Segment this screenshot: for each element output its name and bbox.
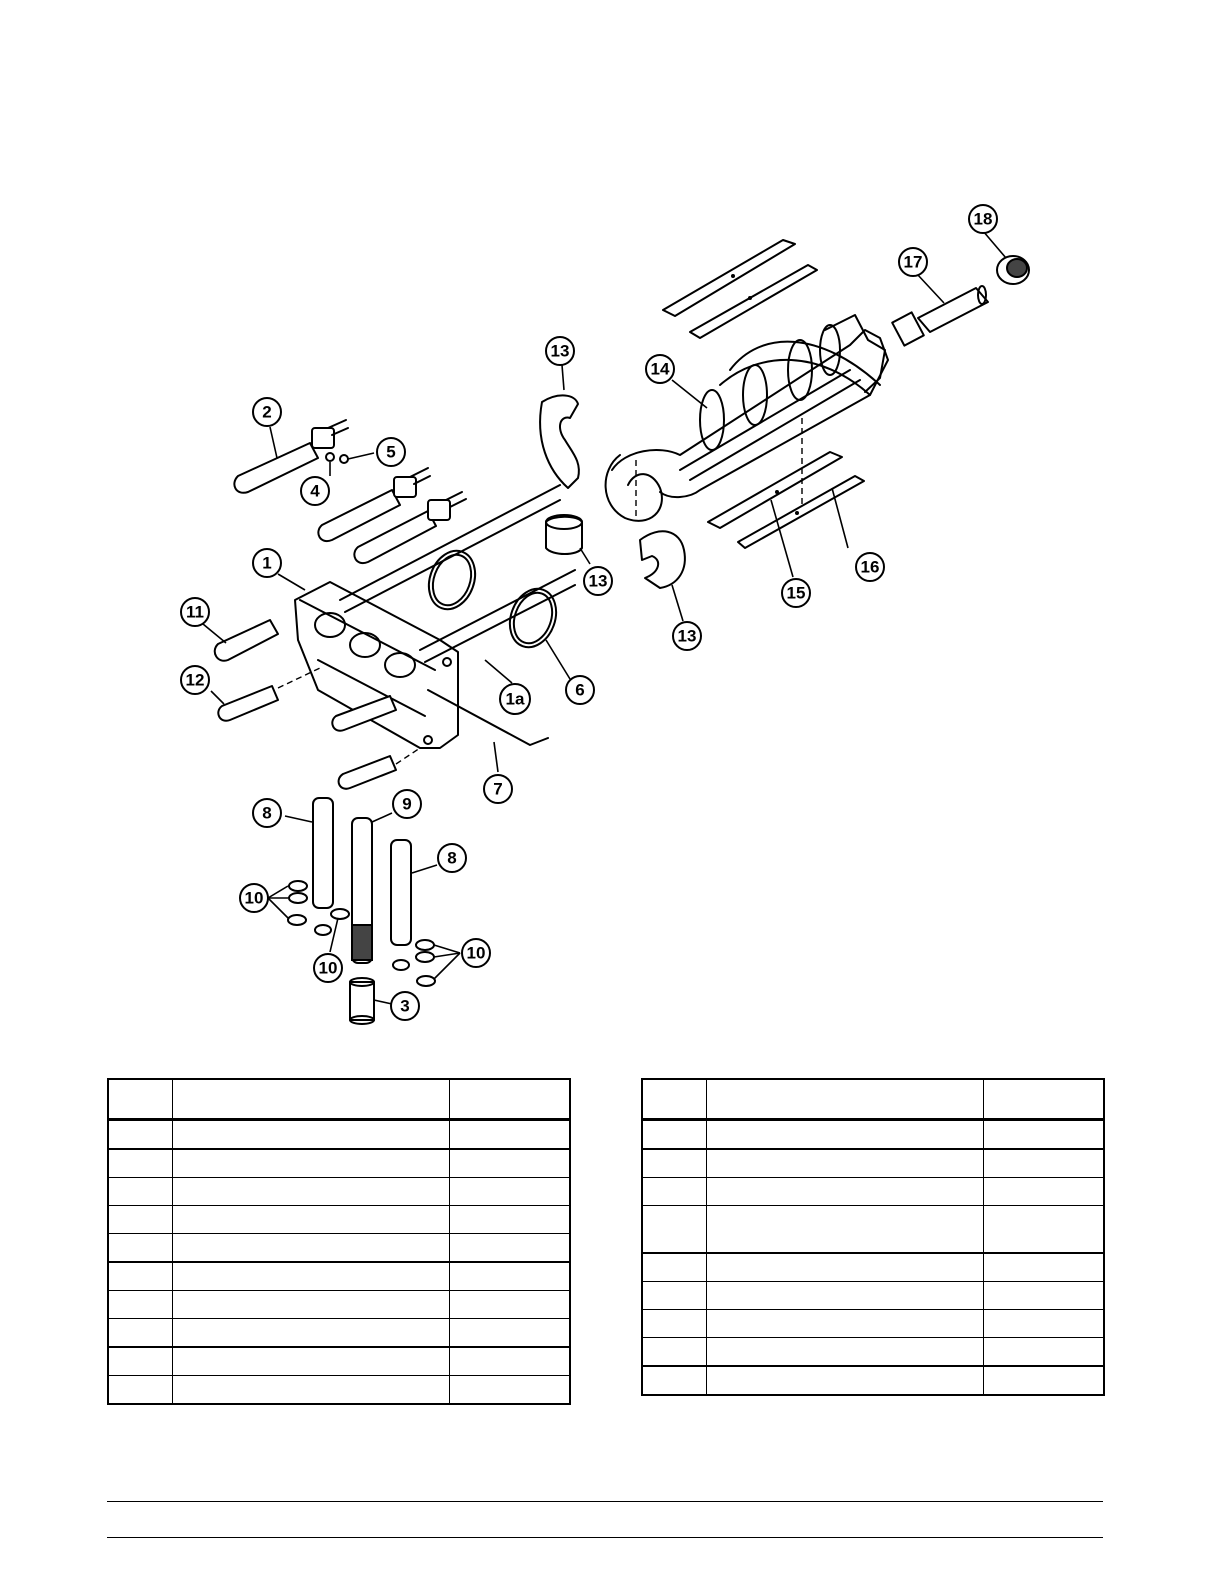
table-row	[108, 1319, 570, 1348]
header-item	[642, 1079, 706, 1120]
callout-label: 14	[650, 359, 670, 379]
callout-label: 15	[786, 583, 806, 603]
callout-label: 18	[973, 209, 993, 229]
cell-description	[706, 1120, 983, 1150]
callout-label: 13	[588, 571, 608, 591]
cell-part-number	[983, 1178, 1104, 1206]
cell-part-number	[449, 1376, 570, 1405]
table-row	[108, 1120, 570, 1150]
callout-label: 6	[575, 680, 585, 700]
cell-description	[172, 1262, 449, 1291]
cell-description	[172, 1291, 449, 1319]
callout-label: 10	[466, 943, 486, 963]
cell-part-number	[449, 1178, 570, 1206]
callout-13-bottom	[673, 622, 701, 650]
cell-item	[642, 1310, 706, 1338]
table-row	[642, 1149, 1104, 1178]
table-row	[642, 1282, 1104, 1310]
callout-label: 13	[677, 626, 697, 646]
cell-description	[172, 1234, 449, 1263]
table-row	[108, 1149, 570, 1178]
cell-description	[172, 1376, 449, 1405]
table-row	[642, 1120, 1104, 1150]
callout-11	[181, 598, 209, 626]
cell-item	[108, 1319, 172, 1348]
callout-7-right	[438, 844, 466, 872]
cell-description	[706, 1178, 983, 1206]
table-row	[642, 1366, 1104, 1395]
cell-description	[706, 1338, 983, 1367]
callout-8	[393, 790, 421, 818]
cell-part-number	[983, 1253, 1104, 1282]
cell-item	[642, 1178, 706, 1206]
table-row	[642, 1310, 1104, 1338]
callout-label: 10	[244, 888, 264, 908]
bearing	[997, 256, 1029, 284]
cell-item	[108, 1291, 172, 1319]
callout-17	[899, 248, 927, 276]
cell-item	[108, 1206, 172, 1234]
callout-12	[181, 666, 209, 694]
drive-shaft	[892, 286, 988, 346]
cell-item	[108, 1347, 172, 1376]
callout-label: 12	[185, 670, 205, 690]
callout-label: 1	[262, 553, 272, 573]
lower-scraper-blades	[636, 418, 864, 548]
cell-part-number	[983, 1206, 1104, 1254]
table-row	[108, 1376, 570, 1405]
callout-9-right	[462, 939, 490, 967]
callout-2	[253, 398, 281, 426]
callout-label: 8	[447, 848, 457, 868]
callout-label: 4	[310, 481, 320, 501]
table-row	[108, 1234, 570, 1263]
table-row	[108, 1262, 570, 1291]
cell-part-number	[983, 1120, 1104, 1150]
cell-item	[108, 1120, 172, 1150]
cell-part-number	[449, 1319, 570, 1348]
freezer-door	[295, 582, 458, 748]
cell-part-number	[449, 1234, 570, 1263]
callout-9-middle	[314, 954, 342, 982]
callout-label: 9	[402, 794, 412, 814]
footer-rule-bottom	[107, 1537, 1103, 1538]
table-row	[642, 1253, 1104, 1282]
callout-label: 17	[903, 252, 923, 272]
callout-5	[566, 676, 594, 704]
callout-16	[856, 553, 884, 581]
cell-part-number	[983, 1282, 1104, 1310]
draw-handles	[234, 420, 466, 563]
cell-part-number	[983, 1310, 1104, 1338]
table-header-row	[642, 1079, 1104, 1120]
cell-item	[642, 1120, 706, 1150]
table-row	[642, 1338, 1104, 1367]
callout-label: 1a	[505, 689, 525, 709]
callout-3	[301, 477, 329, 505]
header-item	[108, 1079, 172, 1120]
cell-item	[642, 1149, 706, 1178]
cell-description	[172, 1206, 449, 1234]
header-part-number	[449, 1079, 570, 1120]
cell-description	[706, 1310, 983, 1338]
cell-item	[642, 1206, 706, 1254]
callout-1a	[500, 684, 530, 714]
callout-label: 2	[262, 402, 272, 422]
cell-description	[706, 1282, 983, 1310]
callout-label: 5	[386, 442, 396, 462]
cell-description	[706, 1206, 983, 1254]
cell-item	[108, 1376, 172, 1405]
callout-label: 16	[860, 557, 880, 577]
front-bearing-shoes	[540, 395, 685, 588]
cell-description	[172, 1149, 449, 1178]
cell-part-number	[449, 1347, 570, 1376]
parts-table-left	[107, 1078, 571, 1405]
cell-description	[172, 1347, 449, 1376]
cell-part-number	[983, 1366, 1104, 1395]
cell-description	[706, 1366, 983, 1395]
header-part-number	[983, 1079, 1104, 1120]
callout-13-middle	[584, 567, 612, 595]
cell-description	[706, 1149, 983, 1178]
cell-part-number	[983, 1149, 1104, 1178]
callout-10	[391, 992, 419, 1020]
table-row	[108, 1291, 570, 1319]
table-row	[642, 1206, 1104, 1254]
cell-item	[642, 1366, 706, 1395]
callout-9-left	[240, 884, 268, 912]
cell-part-number	[449, 1262, 570, 1291]
cell-item	[108, 1178, 172, 1206]
cell-item	[642, 1253, 706, 1282]
cell-part-number	[449, 1149, 570, 1178]
header-description	[172, 1079, 449, 1120]
callout-label: 7	[493, 779, 503, 799]
cell-description	[172, 1178, 449, 1206]
header-description	[706, 1079, 983, 1120]
callout-1	[253, 549, 281, 577]
cell-part-number	[983, 1338, 1104, 1367]
cell-description	[706, 1253, 983, 1282]
cell-item	[642, 1338, 706, 1367]
cell-item	[108, 1149, 172, 1178]
callout-14	[646, 355, 674, 383]
draw-valves	[288, 798, 435, 1024]
callout-18	[969, 205, 997, 233]
cell-part-number	[449, 1291, 570, 1319]
callout-label: 10	[318, 958, 338, 978]
table-header-row	[108, 1079, 570, 1120]
table-row	[108, 1347, 570, 1376]
cell-item	[642, 1282, 706, 1310]
parts-table-right	[641, 1078, 1105, 1396]
callout-label: 13	[550, 341, 570, 361]
callout-13-top	[546, 337, 574, 365]
callout-6	[484, 775, 512, 803]
footer-rule-top	[107, 1501, 1103, 1502]
callout-label: 8	[262, 803, 272, 823]
cell-part-number	[449, 1206, 570, 1234]
table-row	[108, 1178, 570, 1206]
table-row	[108, 1206, 570, 1234]
callout-15	[782, 579, 810, 607]
callout-4	[377, 438, 405, 466]
callout-7-left	[253, 799, 281, 827]
cell-part-number	[449, 1120, 570, 1150]
upper-scraper-blades	[663, 240, 817, 338]
table-row	[642, 1178, 1104, 1206]
cell-description	[172, 1120, 449, 1150]
callout-label: 3	[400, 996, 410, 1016]
cell-item	[108, 1234, 172, 1263]
cell-item	[108, 1262, 172, 1291]
cell-description	[172, 1319, 449, 1348]
callout-label: 11	[186, 602, 204, 622]
